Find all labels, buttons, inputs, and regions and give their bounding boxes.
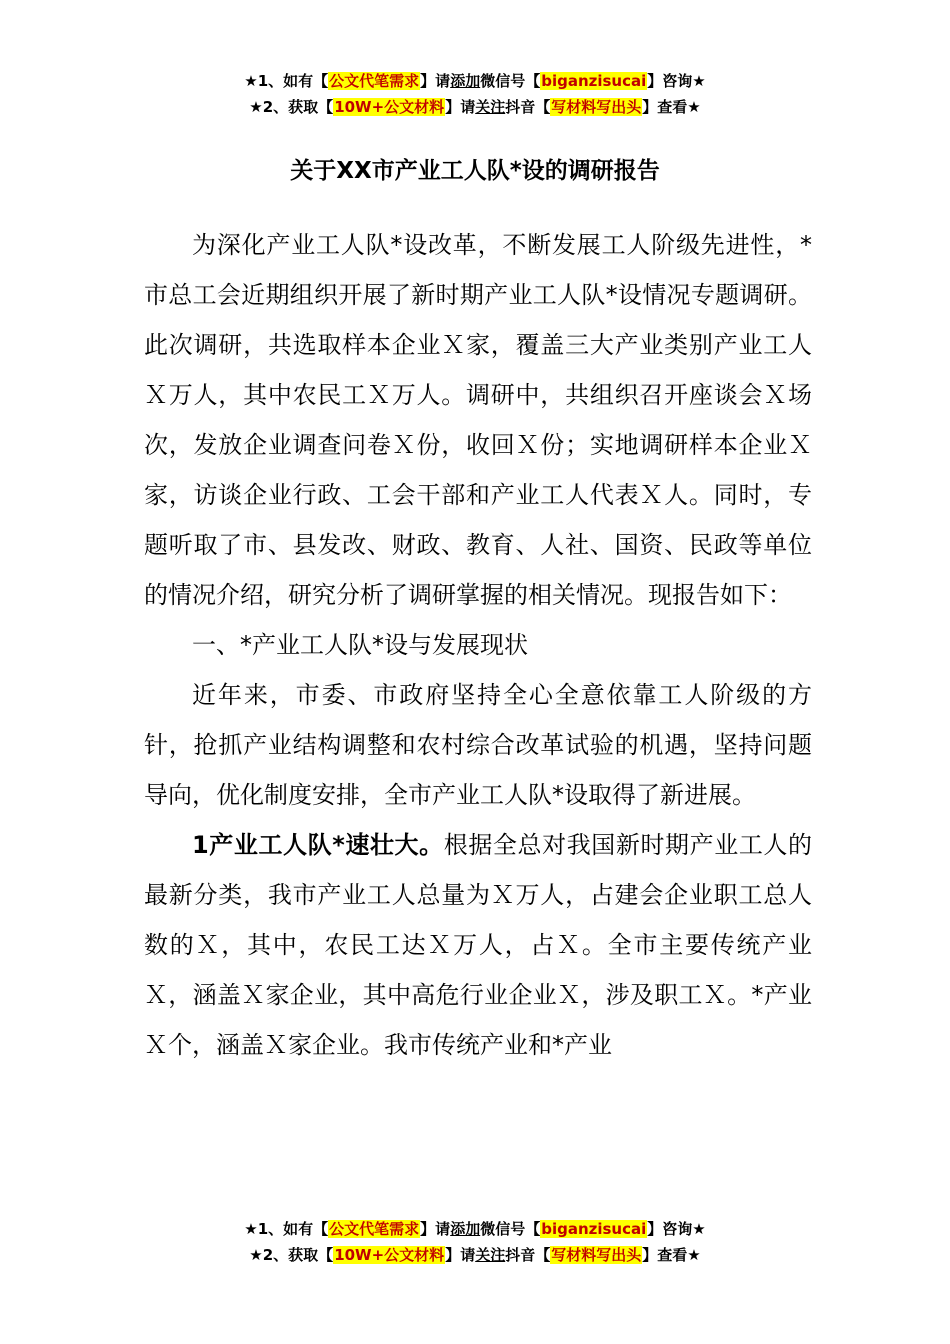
highlight-materials: 10W+公文材料 (334, 98, 445, 116)
highlight-douyin: 写材料写出头 (551, 98, 642, 116)
banner-line-2: ★2、获取【10W+公文材料】请关注抖音【写材料写出头】查看★ (249, 1246, 701, 1264)
banner-line-1: ★1、如有【公文代笔需求】请添加微信号【biganzisucai】咨询★ (244, 72, 706, 90)
highlight-wechat-id: biganzisucai (541, 72, 647, 90)
highlight-materials: 10W+公文材料 (334, 1246, 445, 1264)
highlight-wechat-id: biganzisucai (541, 1220, 647, 1238)
banner-line-1: ★1、如有【公文代笔需求】请添加微信号【biganzisucai】咨询★ (244, 1220, 706, 1238)
document-body (144, 220, 812, 1070)
highlight-service: 公文代笔需求 (329, 1220, 420, 1238)
paragraph-intro: 为深化产业工人队*设改革，不断发展工人阶级先进性，*市总工会近期组织开展了新时期产业工人队*设情况专题调研。此次调研，共选取样本企业Ｘ家，覆盖三大产业类别产业工人Ｘ万人，其中农民工Ｘ万人。调研中，共组织召开座谈会Ｘ场次，发放企业调查问卷Ｘ份，收回Ｘ份；实地调研样本企业Ｘ家，访谈企业行政、工会干部和产业工人代表Ｘ人。同时，专题听取了市、县发改、财政、教育、人社、国资、民政等单位的情况介绍，研究分析了调研掌握的相关情况。现报告如下： (144, 231, 812, 609)
point-1-text: 根据全总对我国新时期产业工人的最新分类，我市产业工人总量为Ｘ万人，占建会企业职工总人数的Ｘ，其中，农民工达Ｘ万人，占Ｘ。全市主要传统产业Ｘ，涵盖Ｘ家企业，其中高危行业企业Ｘ，涉及职工Ｘ。*产业Ｘ个，涵盖Ｘ家企业。我市传统产业和*产业 (144, 831, 813, 1059)
document-title: 关于XX市产业工人队*设的调研报告 (290, 158, 660, 184)
footer-banner (0, 1216, 950, 1268)
section-heading: 一、*产业工人队*设与发展现状 (192, 631, 528, 659)
banner-line-2: ★2、获取【10W+公文材料】请关注抖音【写材料写出头】查看★ (249, 98, 701, 116)
highlight-service: 公文代笔需求 (329, 72, 420, 90)
highlight-douyin: 写材料写出头 (551, 1246, 642, 1264)
point-1-heading: 1产业工人队*速壮大。 (192, 831, 444, 859)
header-banner (0, 68, 950, 120)
paragraph-point-1 (144, 820, 812, 1070)
paragraph-overview: 近年来，市委、市政府坚持全心全意依靠工人阶级的方针，抢抓产业结构调整和农村综合改革试验的机遇，坚持问题导向，优化制度安排，全市产业工人队*设取得了新进展。 (144, 681, 812, 809)
